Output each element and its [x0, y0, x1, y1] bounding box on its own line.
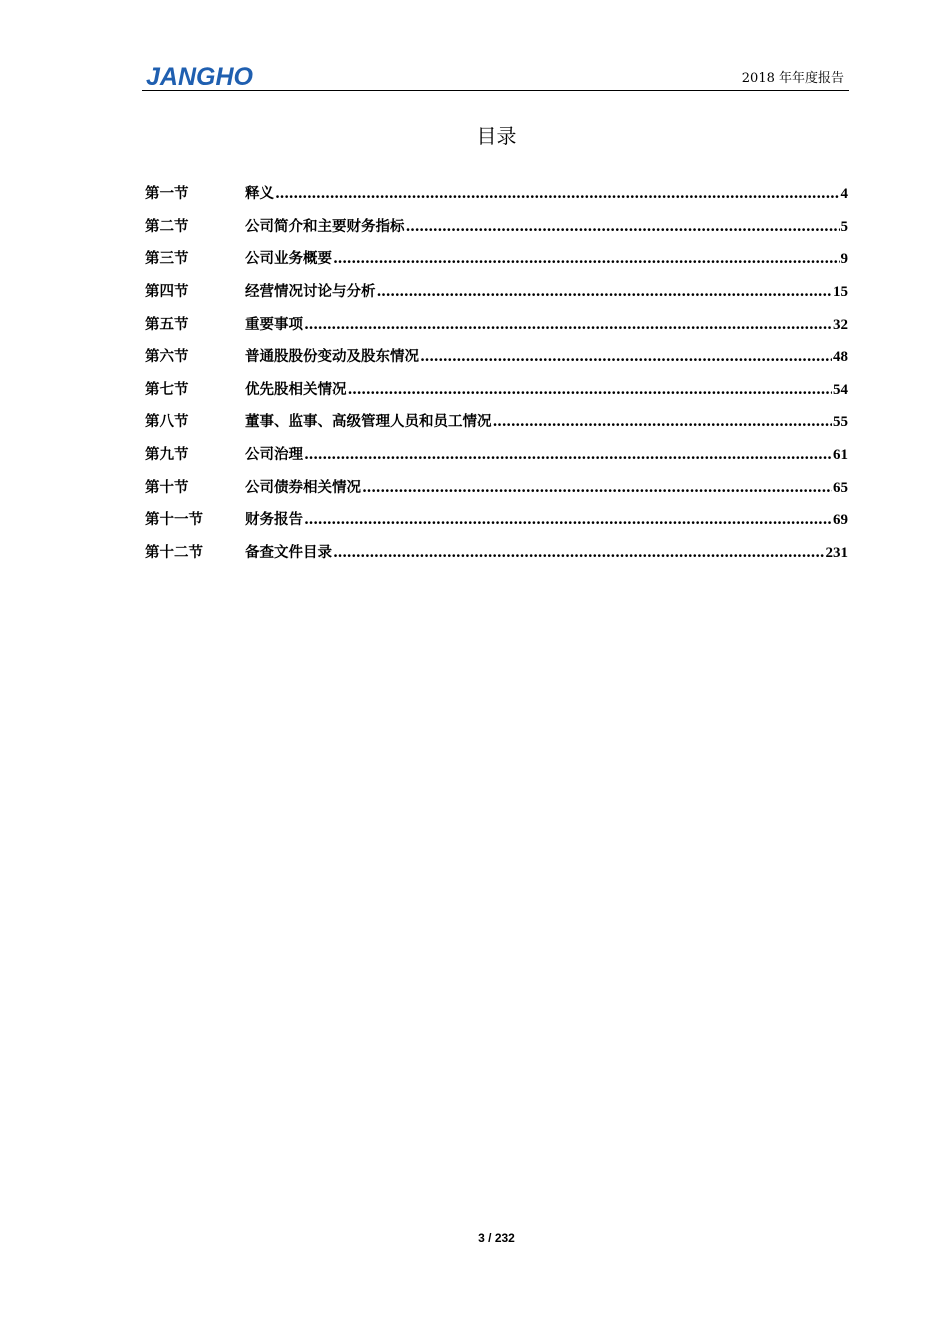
toc-entry[interactable]: [145, 308, 848, 341]
toc-section-title: 公司简介和主要财务指标: [245, 217, 405, 235]
toc-entry[interactable]: [145, 537, 848, 570]
toc-dot-leader: [333, 542, 825, 564]
toc-dot-leader: [348, 379, 833, 401]
toc-section-title: 普通股股份变动及股东情况: [245, 348, 419, 366]
toc-entry[interactable]: [145, 439, 848, 472]
toc-page-number: 54: [833, 381, 848, 398]
toc-entry[interactable]: [145, 406, 848, 439]
toc-dot-leader: [304, 444, 832, 466]
toc-section-title: 经营情况讨论与分析: [245, 283, 376, 301]
toc-title: 目录: [476, 124, 517, 148]
page-number-footer: 3 / 232: [478, 1231, 515, 1245]
toc-section-number: 第七节: [145, 380, 189, 398]
toc-section-number: 第十节: [145, 478, 189, 496]
company-logo: JANGHO: [146, 63, 253, 91]
toc-section-title: 优先股相关情况: [245, 380, 347, 398]
toc-dot-leader: [362, 477, 832, 499]
toc-entry[interactable]: [145, 374, 848, 407]
toc-section-number: 第十二节: [145, 543, 203, 561]
toc-section-title: 公司业务概要: [245, 250, 332, 268]
toc-section-title: 财务报告: [245, 511, 303, 529]
toc-entry[interactable]: [145, 243, 848, 276]
toc-page-number: 65: [833, 479, 848, 496]
toc-section-title: 公司债券相关情况: [245, 478, 361, 496]
toc-section-number: 第六节: [145, 348, 189, 366]
toc-dot-leader: [275, 183, 840, 205]
toc-entry[interactable]: [145, 276, 848, 309]
toc-dot-leader: [406, 216, 840, 238]
toc-dot-leader: [333, 248, 840, 270]
toc-page-number: 5: [840, 218, 848, 235]
toc-page-number: 231: [825, 544, 848, 561]
toc-section-number: 第五节: [145, 315, 189, 333]
toc-page-number: 9: [840, 251, 848, 268]
report-title: 2018 年年度报告: [741, 71, 844, 86]
toc-section-title: 备查文件目录: [245, 543, 332, 561]
toc-page-number: 15: [833, 284, 848, 301]
toc-page-number: 32: [833, 316, 848, 333]
toc-page-number: 48: [833, 349, 848, 366]
toc-section-title: 重要事项: [245, 315, 303, 333]
toc-page-number: 61: [833, 447, 848, 464]
toc-entry[interactable]: [145, 211, 848, 244]
toc-dot-leader: [304, 509, 832, 531]
toc-page-number: 55: [833, 414, 848, 431]
toc-section-title: 董事、监事、高级管理人员和员工情况: [245, 413, 492, 431]
toc-section-number: 第九节: [145, 446, 189, 464]
toc-dot-leader: [493, 411, 833, 433]
toc-section-title: 释义: [245, 185, 274, 203]
toc-section-title: 公司治理: [245, 446, 303, 464]
toc-entry[interactable]: [145, 471, 848, 504]
toc-entry[interactable]: [145, 341, 848, 374]
toc-section-number: 第二节: [145, 217, 189, 235]
header-divider: [142, 90, 849, 91]
toc-section-number: 第一节: [145, 185, 189, 203]
toc-section-number: 第八节: [145, 413, 189, 431]
toc-entry[interactable]: [145, 504, 848, 537]
toc-dot-leader: [304, 314, 832, 336]
toc-entry[interactable]: [145, 178, 848, 211]
toc-section-number: 第四节: [145, 283, 189, 301]
toc-dot-leader: [420, 346, 832, 368]
table-of-contents: [145, 178, 848, 569]
toc-page-number: 69: [833, 512, 848, 529]
toc-section-number: 第十一节: [145, 511, 203, 529]
toc-dot-leader: [377, 281, 833, 303]
toc-section-number: 第三节: [145, 250, 189, 268]
toc-page-number: 4: [840, 186, 848, 203]
